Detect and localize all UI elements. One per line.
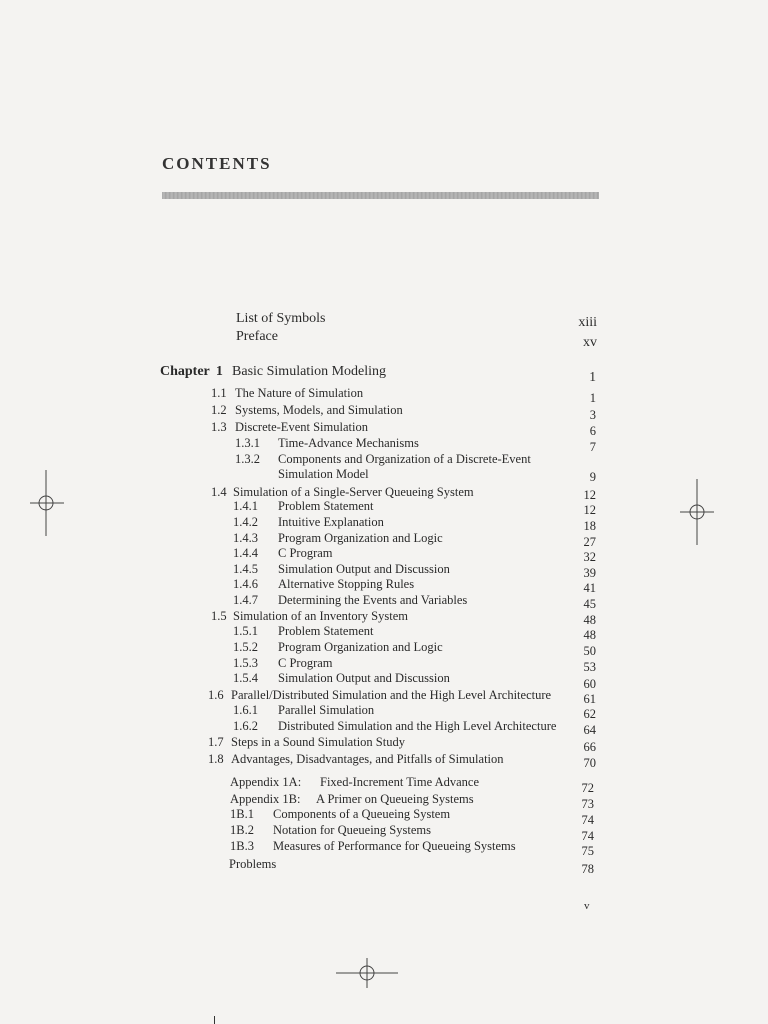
toc-entry-number: 1.4.6 [233,577,258,591]
toc-entry-number: 1.4.4 [233,546,258,560]
toc-entry-number: 1.5.4 [233,671,258,685]
toc-entry-title-continued: Simulation Model [278,467,369,481]
toc-entry-number: 1.3.1 [235,436,260,450]
page-title: CONTENTS [162,154,272,173]
toc-page-number: 1 [589,391,596,405]
toc-entry-title: Time-Advance Mechanisms [278,436,419,450]
toc-entry-number: 1.4.7 [233,593,258,607]
toc-entry-title: Alternative Stopping Rules [278,577,415,591]
registration-mark-left [30,470,64,536]
toc-entry-number: 1.6.2 [233,719,258,733]
toc-entry-number: 1.4.2 [233,515,258,529]
toc-entry-title: Simulation Output and Discussion [278,671,450,685]
toc-entry-title: Preface [236,329,278,344]
toc-appendix-label: 1B.3 [230,839,254,853]
toc-page-number: 6 [589,424,596,438]
toc-entry-title: Parallel Simulation [278,703,375,717]
toc-entry-title: Steps in a Sound Simulation Study [231,735,405,749]
toc-entry-title: Components and Organization of a Discrete-Event [278,452,531,466]
toc-entry-title: Simulation of a Single-Server Queueing System [233,485,474,499]
toc-entry-title: Distributed Simulation and the High Level Architecture [278,719,557,733]
title-rule [162,192,599,199]
toc-entry-problems[interactable] [229,857,276,871]
toc-entry-title: Intuitive Explanation [278,515,384,529]
toc-page-number: 1 [589,369,596,384]
toc-page-number: 66 [583,740,596,754]
toc-entry-number: 1.5.3 [233,656,258,670]
toc-page-number: 78 [581,862,594,876]
toc-page-number: 62 [583,707,596,721]
toc-entry-number: 1.3.2 [235,452,260,466]
toc-appendix-title: Fixed-Increment Time Advance [320,775,479,789]
toc-entry-number: 1.4 [211,485,227,499]
toc-page-number: 27 [583,535,596,549]
toc-appendix-title: Components of a Queueing System [273,807,451,821]
registration-mark-bottom [336,958,398,988]
toc-entry-title: List of Symbols [236,311,326,326]
toc-page-number: xiii [578,315,597,330]
toc-page-number: 12 [583,503,596,517]
toc-page-number: 64 [583,723,596,737]
toc-page-number: 41 [583,581,596,595]
toc-entry-number: 1.6.1 [233,703,258,717]
toc-appendix-label: 1B.1 [230,807,254,821]
toc-entry-title: Problem Statement [278,499,374,513]
chapter-label: Chapter [160,364,210,379]
toc-entry-number: 1.5.2 [233,640,258,654]
toc-page-number: 3 [589,408,596,422]
toc-entry-number: 1.4.5 [233,562,258,576]
toc-entry-number: 1.4.1 [233,499,258,513]
toc-entry-title: Determining the Events and Variables [278,593,468,607]
toc-entry-title: Discrete-Event Simulation [235,420,368,434]
toc-page-number: 48 [583,628,596,642]
toc-entry-title: Problem Statement [278,624,374,638]
toc-entry-title: Systems, Models, and Simulation [235,403,403,417]
toc-page-number: 45 [583,597,596,611]
toc-entry-title: Advantages, Disadvantages, and Pitfalls of Simulation [231,752,504,766]
toc-page-number: 53 [583,660,596,674]
toc-entry-preface[interactable] [236,330,278,344]
toc-entry-title: Program Organization and Logic [278,531,443,545]
toc-entry-title: Parallel/Distributed Simulation and the High Level Architecture [231,688,552,702]
toc-page-number: 7 [589,440,596,454]
toc-appendix-title: A Primer on Queueing Systems [316,792,474,806]
toc-page-number: 75 [581,844,594,858]
toc-page-number: 73 [581,797,594,811]
toc-page-number: xv [583,335,597,350]
toc-entry-number: 1.1 [211,386,227,400]
toc-entry-title: C Program [278,656,333,670]
chapter-number: 1 [215,364,223,379]
toc-page-number: 50 [583,644,596,658]
toc-entry-number: 1.8 [208,752,224,766]
page-folio: v [584,900,590,912]
toc-entry-number: 1.3 [211,420,227,434]
toc-entry-title: Program Organization and Logic [278,640,443,654]
toc-entry-title: Simulation Output and Discussion [278,562,450,576]
toc-entry-list-of-symbols[interactable] [236,312,325,326]
toc-entry-number: 1.6 [208,688,224,702]
toc-entry-number: 1.5.1 [233,624,258,638]
toc-appendix-label: Appendix 1A: [230,775,302,789]
toc-entry-title: Simulation of an Inventory System [233,609,408,623]
toc-entry-number: 1.5 [211,609,227,623]
toc-appendix-title: Measures of Performance for Queueing Systems [273,839,516,853]
toc-page-number: 9 [589,470,596,484]
toc-page-number: 70 [583,756,596,770]
toc-entry-title: C Program [278,546,333,560]
toc-page-number: 60 [583,677,596,691]
toc-appendix-label: 1B.2 [230,823,254,837]
toc-page-number: 74 [581,829,594,843]
toc-page-number: 48 [583,613,596,627]
toc-page-number: 18 [583,519,596,533]
toc-page-number: 39 [583,566,596,580]
toc-page-number: 12 [583,488,596,502]
toc-appendix-title: Notation for Queueing Systems [273,823,431,837]
toc-chapter-heading[interactable] [160,364,386,379]
toc-page-number: 74 [581,813,594,827]
toc-entry-number: 1.7 [208,735,224,749]
toc-page-number: 72 [581,781,594,795]
toc-page-number: 32 [583,550,596,564]
toc-appendix-label: Appendix 1B: [230,792,301,806]
toc-entry-number: 1.4.3 [233,531,258,545]
toc-entry-title: Problems [229,857,277,871]
toc-page-number: 61 [583,692,596,706]
toc-entry-title: The Nature of Simulation [235,386,364,400]
chapter-title: Basic Simulation Modeling [232,364,387,379]
crop-mark [214,1016,215,1024]
registration-mark-right [680,479,714,545]
toc-entry-number: 1.2 [211,403,227,417]
